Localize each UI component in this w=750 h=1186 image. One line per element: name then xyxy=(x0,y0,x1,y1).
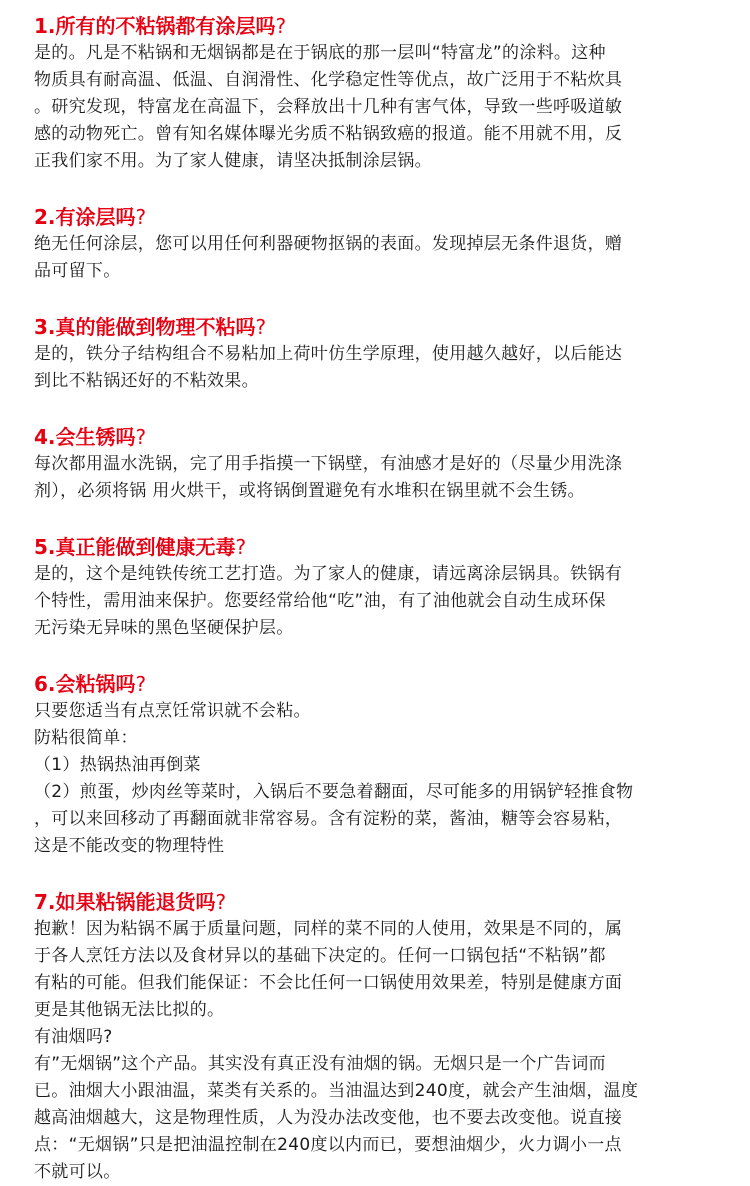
faq-answer-3 xyxy=(34,341,716,395)
answer-line: 品可留下。 xyxy=(34,261,121,281)
answer-line: 有粘的可能。但我们能保证：不会比任何一口锅使用效果差，特别是健康方面 xyxy=(34,973,623,993)
faq-question-6 xyxy=(34,670,716,698)
answer-line: 有”无烟锅”这个产品。其实没有真正没有油烟的锅。无烟只是一个广告词而 xyxy=(34,1054,606,1074)
faq-item-4 xyxy=(34,423,716,505)
faq-item-3 xyxy=(34,313,716,395)
question-mark: ? xyxy=(135,205,147,229)
answer-line: 到比不粘锅还好的不粘效果。 xyxy=(34,371,259,391)
answer-line: 是的。凡是不粘锅和无烟锅都是在于锅底的那一层叫“特富龙”的涂料。这种 xyxy=(34,43,606,63)
question-mark: ? xyxy=(275,14,287,38)
faq-question-7 xyxy=(34,888,716,916)
faq-answer-7 xyxy=(34,916,716,1186)
question-number: 7. xyxy=(34,890,56,914)
question-mark: ? xyxy=(135,672,147,696)
answer-line: 感的动物死亡。曾有知名媒体曝光劣质不粘锅致癌的报道。能不用就不用，反 xyxy=(34,124,623,144)
answer-line: 剂），必须将锅 用火烘干，或将锅倒置避免有水堆积在锅里就不会生锈。 xyxy=(34,481,585,501)
answer-line: 是的，铁分子结构组合不易粘加上荷叶仿生学原理，使用越久越好，以后能达 xyxy=(34,344,623,364)
answer-line: 更是其他锅无法比拟的。 xyxy=(34,1000,225,1020)
question-text: 有涂层吗 xyxy=(55,205,136,229)
answer-line: （1）热锅热油再倒菜 xyxy=(34,755,201,775)
faq-question-1 xyxy=(34,12,716,40)
answer-line: 物质具有耐高温、低温、自润滑性、化学稳定性等优点，故广泛用于不粘炊具 xyxy=(34,70,623,90)
answer-line: 点：“无烟锅”只是把油温控制在240度以内而已，要想油烟少，火力调小一点 xyxy=(34,1135,622,1155)
question-number: 3. xyxy=(34,315,56,339)
question-text: 会粘锅吗 xyxy=(55,672,136,696)
faq-question-2 xyxy=(34,203,716,231)
answer-line: 越高油烟越大，这是物理性质，人为没办法改变他，也不要去改变他。说直接 xyxy=(34,1108,623,1128)
faq-answer-6 xyxy=(34,698,716,860)
answer-line: 于各人烹饪方法以及食材异以的基础下决定的。任何一口锅包括“不粘锅”都 xyxy=(34,946,606,966)
question-number: 4. xyxy=(34,425,56,449)
answer-line: 不就可以。 xyxy=(34,1162,121,1182)
question-number: 1. xyxy=(34,14,56,38)
faq-item-5 xyxy=(34,533,716,642)
answer-line: 个特性，需用油来保护。您要经常给他“吃”油，有了油他就会自动生成环保 xyxy=(34,591,606,611)
answer-line: 抱歉！因为粘锅不属于质量问题，同样的菜不同的人使用，效果是不同的，属 xyxy=(34,919,623,939)
answer-line: 无污染无异味的黑色坚硬保护层。 xyxy=(34,618,294,638)
answer-line: 已。油烟大小跟油温，菜类有关系的。当油温达到240度，就会产生油烟，温度 xyxy=(34,1081,639,1101)
sub-question-line: 有油烟吗? xyxy=(34,1027,113,1047)
answer-line: 每次都用温水洗锅，完了用手指摸一下锅壁，有油感才是好的（尽量少用洗涤 xyxy=(34,454,623,474)
faq-item-6 xyxy=(34,670,716,860)
question-number: 5. xyxy=(34,535,56,559)
faq-answer-1 xyxy=(34,40,716,175)
answer-line: 防粘很简单： xyxy=(34,728,138,748)
faq-question-3 xyxy=(34,313,716,341)
answer-line: 绝无任何涂层，您可以用任何利器硬物抠锅的表面。发现掉层无条件退货，赠 xyxy=(34,234,623,254)
answer-line: 这是不能改变的物理特性 xyxy=(34,836,225,856)
question-mark: ? xyxy=(235,535,247,559)
question-text: 如果粘锅能退货吗 xyxy=(55,890,216,914)
question-text: 真正能做到健康无毒 xyxy=(55,535,236,559)
faq-item-1 xyxy=(34,12,716,175)
faq-answer-2 xyxy=(34,231,716,285)
answer-line: 。研究发现，特富龙在高温下，会释放出十几种有害气体，导致一些呼吸道敏 xyxy=(34,97,623,117)
answer-line: 是的，这个是纯铁传统工艺打造。为了家人的健康，请远离涂层锅具。铁锅有 xyxy=(34,564,623,584)
question-number: 6. xyxy=(34,672,56,696)
question-mark: ? xyxy=(215,890,227,914)
answer-line: 正我们家不用。为了家人健康，请坚决抵制涂层锅。 xyxy=(34,151,432,171)
faq-answer-4 xyxy=(34,451,716,505)
question-number: 2. xyxy=(34,205,56,229)
answer-line: ，可以来回移动了再翻面就非常容易。含有淀粉的菜，酱油，糖等会容易粘， xyxy=(34,809,623,829)
faq-question-5 xyxy=(34,533,716,561)
faq-item-7 xyxy=(34,888,716,1186)
question-text: 真的能做到物理不粘吗 xyxy=(55,315,256,339)
question-text: 会生锈吗 xyxy=(55,425,136,449)
question-text: 所有的不粘锅都有涂层吗 xyxy=(55,14,276,38)
faq-answer-5 xyxy=(34,561,716,642)
faq-item-2 xyxy=(34,203,716,285)
question-mark: ? xyxy=(135,425,147,449)
question-mark: ? xyxy=(255,315,267,339)
answer-line: （2）煎蛋，炒肉丝等菜时，入锅后不要急着翻面，尽可能多的用锅铲轻推食物 xyxy=(34,782,634,802)
answer-line: 只要您适当有点烹饪常识就不会粘。 xyxy=(34,701,311,721)
faq-question-4 xyxy=(34,423,716,451)
